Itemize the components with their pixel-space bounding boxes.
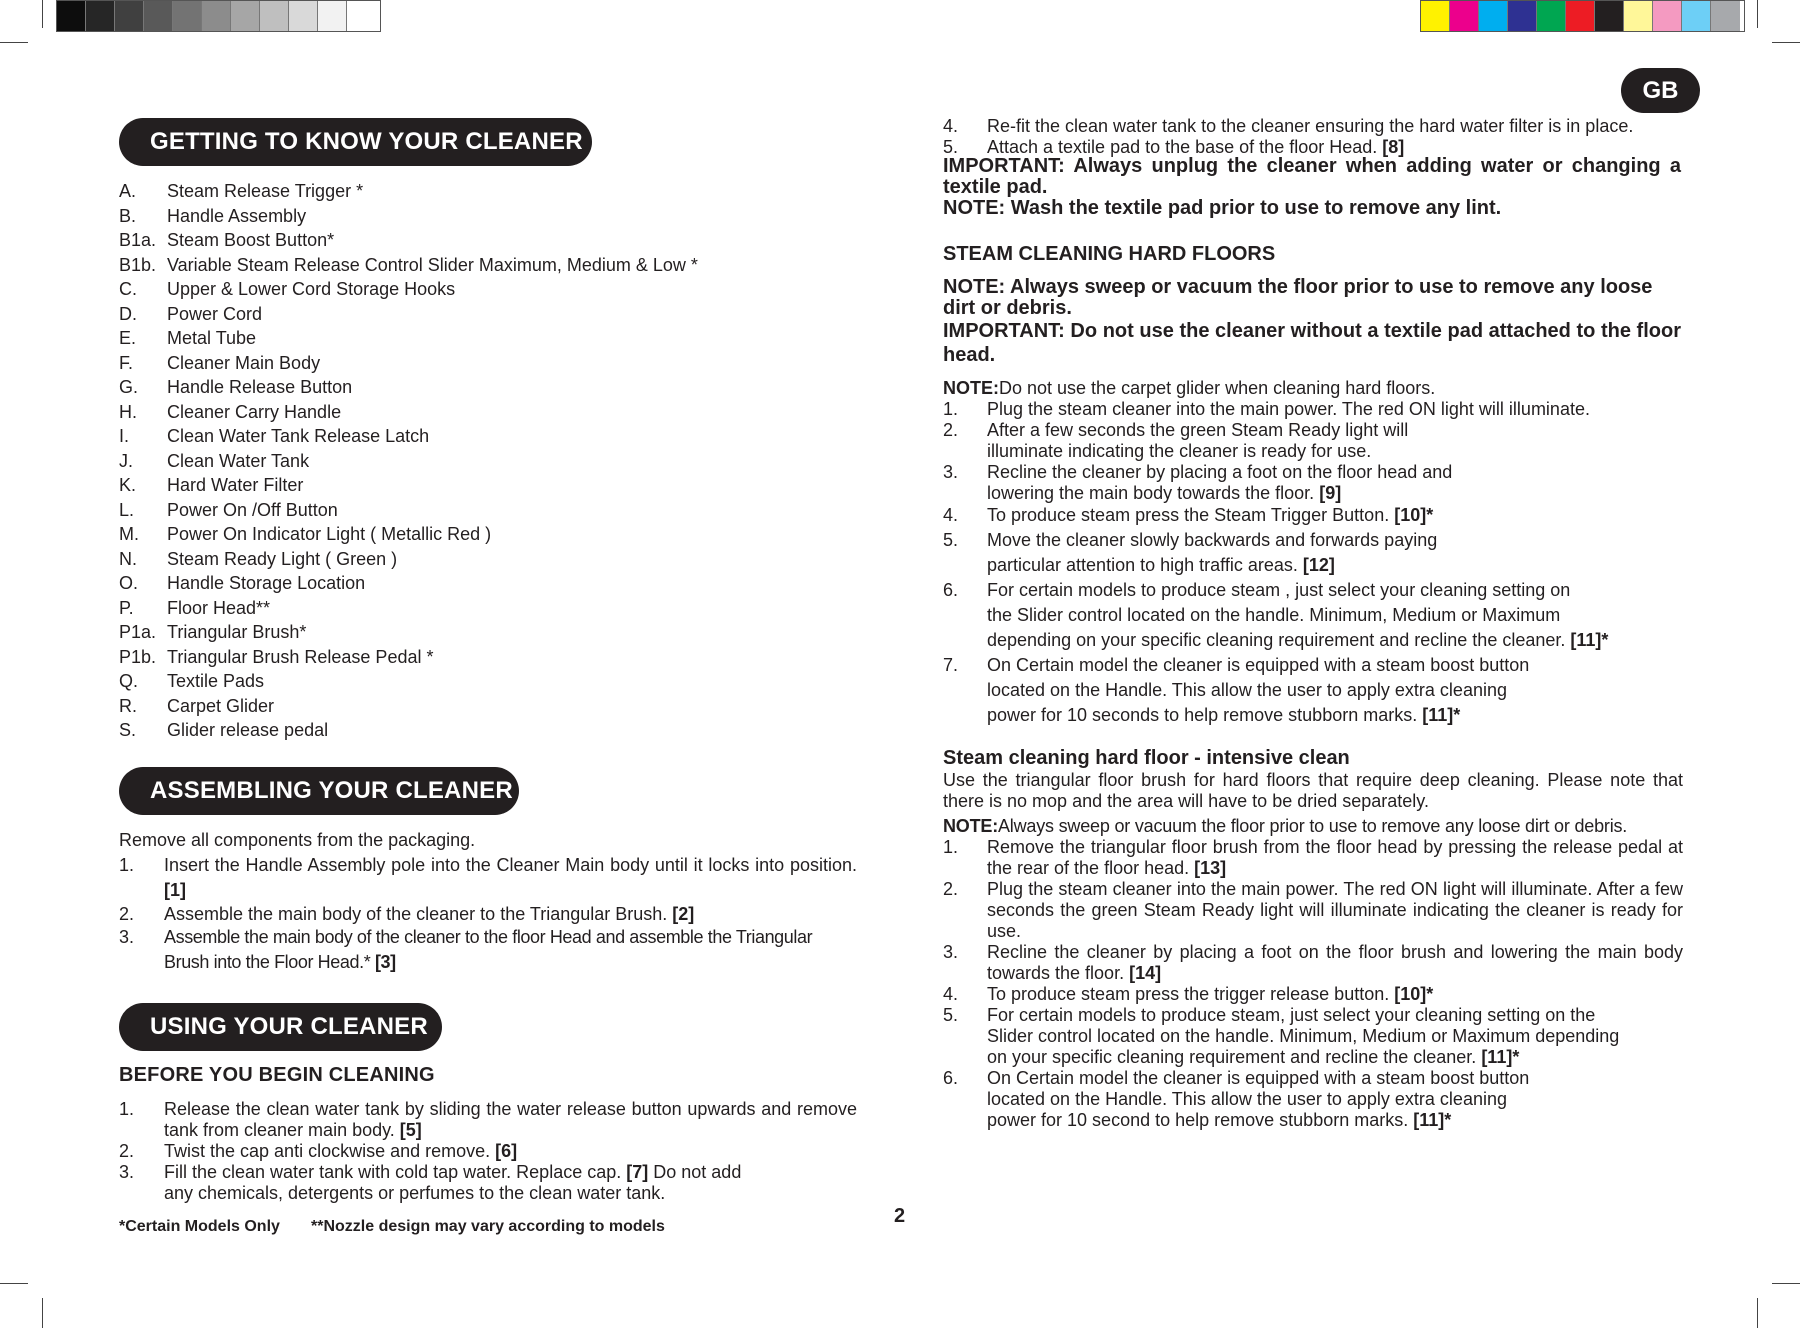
step-text: Re-fit the clean water tank to the cleaner ensuring the hard water filter is in place. bbox=[987, 116, 1634, 136]
crop-mark bbox=[0, 42, 28, 43]
item-key: E. bbox=[119, 328, 137, 348]
list-item: 3. Fill the clean water tank with cold tap water. Replace cap. [7] Do not add any chemicals, detergents or perfumes to the clean water tank. bbox=[119, 1162, 742, 1203]
swatch bbox=[1682, 1, 1711, 31]
step-number: 5. bbox=[943, 137, 959, 157]
step-number: 3. bbox=[943, 942, 959, 962]
step-text: Slider control located on the handle. Minimum, Medium or Maximum depending bbox=[987, 1026, 1620, 1046]
step-number: 3. bbox=[943, 462, 959, 482]
list-item bbox=[943, 879, 1683, 942]
list-item: 2. Twist the cap anti clockwise and remove. [6] bbox=[119, 1141, 518, 1161]
step-text: Assemble the main body of the cleaner to the floor Head and assemble the Triangular Brush into the Floor Head.* bbox=[164, 927, 813, 972]
list-item bbox=[119, 179, 759, 204]
list-item bbox=[943, 503, 1683, 528]
step-text: depending on your specific cleaning requirement and recline the cleaner. bbox=[987, 630, 1566, 650]
step-text: located on the Handle. This allow the user to apply extra cleaning bbox=[987, 680, 1507, 700]
list-item bbox=[119, 424, 759, 449]
step-text: Move the cleaner slowly backwards and forwards paying bbox=[987, 530, 1438, 550]
item-text: Steam Release Trigger * bbox=[167, 181, 364, 201]
item-key: A. bbox=[119, 181, 137, 201]
hard-floors-heading: STEAM CLEANING HARD FLOORS bbox=[943, 243, 1276, 265]
step-number: 2. bbox=[943, 879, 959, 899]
list-item bbox=[943, 984, 1683, 1005]
swatch bbox=[1566, 1, 1595, 31]
swatch bbox=[260, 1, 289, 31]
figure-ref: [14] bbox=[1129, 963, 1162, 983]
item-key: N. bbox=[119, 548, 137, 569]
crop-mark bbox=[1757, 0, 1758, 28]
step-text: particular attention to high traffic areas. bbox=[987, 555, 1298, 575]
list-item bbox=[943, 942, 1683, 984]
region-tag: GB bbox=[1621, 68, 1700, 113]
item-text: Handle Storage Location bbox=[167, 573, 366, 593]
intensive-clean-heading: Steam cleaning hard floor - intensive clean bbox=[943, 747, 1350, 769]
list-item bbox=[943, 528, 1683, 578]
step-number: 1. bbox=[119, 1099, 135, 1119]
figure-ref: [11]* bbox=[1481, 1047, 1520, 1067]
figure-ref: [2] bbox=[672, 904, 695, 924]
crop-mark bbox=[0, 1283, 28, 1284]
item-text: Power On Indicator Light ( Metallic Red ) bbox=[167, 524, 492, 544]
item-text: Triangular Brush* bbox=[167, 622, 307, 642]
step-number: 4. bbox=[943, 505, 959, 525]
step-number: 5. bbox=[943, 530, 959, 550]
before-cleaning-steps bbox=[119, 1099, 857, 1204]
crop-mark bbox=[42, 1298, 43, 1328]
item-key: B1b. bbox=[119, 254, 157, 275]
item-text: Variable Steam Release Control Slider Maximum, Medium & Low * bbox=[167, 254, 698, 275]
step-text: power for 10 seconds to help remove stubborn marks. bbox=[987, 705, 1418, 725]
step-text: To produce steam press the Steam Trigger Button. bbox=[987, 505, 1390, 525]
swatch bbox=[1595, 1, 1624, 31]
figure-ref: [9] bbox=[1319, 483, 1342, 503]
step-text: located on the Handle. This allow the user to apply extra cleaning bbox=[987, 1089, 1507, 1109]
intensive-steps bbox=[943, 837, 1683, 1131]
swatch bbox=[57, 1, 86, 31]
list-item bbox=[943, 462, 1683, 504]
step-text: For certain models to produce steam, just select your cleaning setting on the bbox=[987, 1005, 1596, 1025]
grayscale-calibration-bar bbox=[56, 0, 381, 32]
list-item bbox=[943, 653, 1683, 728]
step-text: illuminate indicating the cleaner is ready for use. bbox=[987, 441, 1372, 461]
list-item bbox=[119, 596, 759, 621]
note-text: Always sweep or vacuum the floor prior to use to remove any loose dirt or debris. bbox=[998, 816, 1628, 836]
section-heading-using bbox=[119, 1003, 442, 1051]
figure-ref: [13] bbox=[1194, 858, 1227, 878]
step-number: 3. bbox=[119, 927, 135, 947]
swatch bbox=[289, 1, 318, 31]
list-item bbox=[119, 669, 759, 694]
list-item bbox=[943, 837, 1683, 879]
footnote-certain-models: *Certain Models Only bbox=[119, 1218, 280, 1235]
item-text: Textile Pads bbox=[167, 671, 265, 691]
swatch bbox=[347, 1, 376, 31]
note-wash-pad: NOTE: Wash the textile pad prior to use to remove any lint. bbox=[943, 197, 1502, 219]
list-item bbox=[119, 375, 759, 400]
note-sweep: NOTE: Always sweep or vacuum the floor prior to use to remove any loose dirt or debris. bbox=[943, 276, 1653, 319]
item-text: Cleaner Main Body bbox=[167, 352, 321, 373]
figure-ref: [12] bbox=[1302, 555, 1335, 575]
item-text: Hard Water Filter bbox=[167, 475, 304, 495]
item-key: R. bbox=[119, 695, 137, 716]
list-item bbox=[119, 853, 857, 902]
list-item bbox=[119, 253, 759, 278]
item-text: Handle Release Button bbox=[167, 377, 353, 397]
hard-floors-steps bbox=[943, 399, 1683, 728]
item-key: I. bbox=[119, 426, 130, 446]
important-textile-pad: IMPORTANT: Do not use the cleaner without a textile pad attached to the floor head. bbox=[943, 320, 1681, 366]
list-item bbox=[119, 547, 759, 572]
page-number: 2 bbox=[894, 1205, 906, 1227]
swatch bbox=[173, 1, 202, 31]
swatch bbox=[144, 1, 173, 31]
figure-ref: [6] bbox=[495, 1141, 518, 1161]
step-text: Fill the clean water tank with cold tap water. Replace cap. bbox=[164, 1162, 622, 1182]
step-text: lowering the main body towards the floor. bbox=[987, 483, 1315, 503]
item-key: G. bbox=[119, 377, 139, 397]
item-key: B. bbox=[119, 205, 137, 226]
swatch bbox=[1450, 1, 1479, 31]
list-item bbox=[119, 449, 759, 474]
item-text: Carpet Glider bbox=[167, 695, 275, 716]
section-heading-assembling bbox=[119, 767, 519, 815]
step-text: On Certain model the cleaner is equipped with a steam boost button bbox=[987, 1068, 1530, 1088]
heading-text: USING YOUR CLEANER bbox=[150, 1013, 428, 1040]
item-key: O. bbox=[119, 573, 139, 593]
parts-list bbox=[119, 179, 759, 743]
figure-ref: [1] bbox=[164, 879, 186, 900]
swatch bbox=[318, 1, 347, 31]
swatch bbox=[1508, 1, 1537, 31]
item-key: S. bbox=[119, 720, 137, 740]
item-text: Steam Boost Button* bbox=[167, 230, 335, 250]
note-label: NOTE: bbox=[943, 816, 998, 836]
figure-ref: [7] bbox=[626, 1162, 649, 1182]
crop-mark bbox=[42, 0, 43, 28]
step-number: 6. bbox=[943, 580, 959, 600]
item-key: K. bbox=[119, 475, 137, 495]
item-key: B1a. bbox=[119, 230, 157, 250]
section-heading-getting-to-know bbox=[119, 118, 592, 166]
item-text: Cleaner Carry Handle bbox=[167, 401, 342, 422]
item-key: J. bbox=[119, 450, 134, 471]
item-key: C. bbox=[119, 279, 137, 299]
crop-mark bbox=[1772, 1283, 1800, 1284]
list-item bbox=[943, 1005, 1683, 1068]
list-item bbox=[119, 228, 759, 253]
step-number: 2. bbox=[119, 904, 135, 924]
list-item bbox=[119, 498, 759, 523]
list-item bbox=[119, 326, 759, 351]
item-key: P1b. bbox=[119, 646, 157, 667]
step-text: power for 10 second to help remove stubborn marks. bbox=[987, 1110, 1409, 1130]
item-text: Glider release pedal bbox=[167, 720, 329, 740]
step-text: Assemble the main body of the cleaner to the Triangular Brush. bbox=[164, 904, 668, 924]
swatch bbox=[202, 1, 231, 31]
list-item bbox=[943, 116, 1683, 137]
list-item bbox=[119, 351, 759, 376]
step-number: 6. bbox=[943, 1068, 959, 1088]
step-text: Remove the triangular floor brush from the floor head by pressing the release pedal at the rear of the floor head. bbox=[987, 837, 1683, 878]
item-key: Q. bbox=[119, 671, 139, 691]
step-text: Insert the Handle Assembly pole into the Cleaner Main body until it locks into position. bbox=[164, 855, 857, 875]
figure-ref: [10]* bbox=[1394, 505, 1434, 525]
item-text: Power On /Off Button bbox=[167, 499, 338, 520]
step-number: 1. bbox=[119, 855, 135, 875]
list-item bbox=[119, 473, 759, 498]
crop-mark bbox=[1772, 42, 1800, 43]
note-text: Do not use the carpet glider when cleaning hard floors. bbox=[999, 378, 1436, 398]
swatch bbox=[115, 1, 144, 31]
crop-mark bbox=[1757, 1298, 1758, 1328]
swatch bbox=[1624, 1, 1653, 31]
step-number: 2. bbox=[943, 420, 959, 440]
item-text: Power Cord bbox=[167, 303, 263, 324]
list-item bbox=[119, 904, 857, 925]
list-item bbox=[119, 277, 759, 302]
figure-ref: [11]* bbox=[1570, 630, 1609, 650]
list-item bbox=[943, 1068, 1683, 1131]
figure-ref: [10]* bbox=[1394, 984, 1434, 1004]
step-number: 7. bbox=[943, 655, 959, 675]
heading-text: ASSEMBLING YOUR CLEANER bbox=[150, 777, 513, 804]
list-item bbox=[943, 420, 1683, 462]
note-carpet-glider bbox=[943, 378, 1435, 399]
step-text: Recline the cleaner by placing a foot on the floor brush and lowering the main body towards the floor. bbox=[987, 942, 1683, 983]
heading-text: GETTING TO KNOW YOUR CLEANER bbox=[150, 128, 583, 155]
swatch bbox=[86, 1, 115, 31]
continued-steps bbox=[943, 116, 1683, 158]
swatch bbox=[1479, 1, 1508, 31]
assembling-steps bbox=[119, 853, 857, 974]
note-label: NOTE: bbox=[943, 378, 999, 398]
step-text: For certain models to produce steam , just select your cleaning setting on bbox=[987, 580, 1571, 600]
item-text: Floor Head** bbox=[167, 597, 271, 618]
footnote-nozzle: **Nozzle design may vary according to models bbox=[311, 1218, 665, 1235]
step-text: To produce steam press the trigger release button. bbox=[987, 984, 1390, 1004]
list-item bbox=[119, 571, 759, 596]
list-item bbox=[119, 925, 857, 974]
item-key: M. bbox=[119, 524, 139, 544]
item-text: Clean Water Tank bbox=[167, 450, 310, 471]
swatch bbox=[1711, 1, 1740, 31]
item-text: Steam Ready Light ( Green ) bbox=[167, 548, 398, 569]
step-number: 4. bbox=[943, 984, 959, 1004]
list-item bbox=[119, 204, 759, 229]
item-text: Clean Water Tank Release Latch bbox=[167, 426, 430, 446]
intensive-note bbox=[943, 816, 1685, 837]
before-cleaning-heading: BEFORE YOU BEGIN CLEANING bbox=[119, 1064, 435, 1086]
step-text: Plug the steam cleaner into the main power. The red ON light will illuminate. After a few seconds the green Steam Ready light will illuminate indicating the cleaner is ready for use. bbox=[987, 879, 1683, 941]
list-item bbox=[119, 400, 759, 425]
figure-ref: [8] bbox=[1382, 137, 1405, 157]
step-text: Plug the steam cleaner into the main power. The red ON light will illuminate. bbox=[987, 399, 1590, 419]
figure-ref: [5] bbox=[399, 1120, 422, 1140]
swatch bbox=[1653, 1, 1682, 31]
intensive-intro: Use the triangular floor brush for hard floors that require deep cleaning. Please note that there is no mop and the area will have to be dried separately. bbox=[943, 770, 1683, 811]
step-number: 4. bbox=[943, 116, 959, 136]
important-unplug: IMPORTANT: Always unplug the cleaner when adding water or changing a textile pad. bbox=[943, 155, 1681, 198]
item-text: Metal Tube bbox=[167, 328, 257, 348]
item-key: P. bbox=[119, 597, 134, 618]
step-text: After a few seconds the green Steam Ready light will bbox=[987, 420, 1409, 440]
item-text: Triangular Brush Release Pedal * bbox=[167, 646, 434, 667]
swatch bbox=[231, 1, 260, 31]
list-item bbox=[119, 522, 759, 547]
swatch bbox=[1537, 1, 1566, 31]
item-text: Upper & Lower Cord Storage Hooks bbox=[167, 279, 456, 299]
swatch bbox=[1421, 1, 1450, 31]
list-item bbox=[119, 1099, 857, 1141]
item-key: P1a. bbox=[119, 622, 157, 642]
list-item bbox=[119, 718, 759, 743]
item-key: F. bbox=[119, 352, 134, 373]
item-key: D. bbox=[119, 303, 137, 324]
color-calibration-bar bbox=[1420, 0, 1745, 32]
list-item bbox=[119, 620, 759, 645]
step-text: Attach a textile pad to the base of the floor Head. bbox=[987, 137, 1378, 157]
figure-ref: [11]* bbox=[1413, 1110, 1452, 1130]
step-number: 1. bbox=[943, 837, 959, 857]
item-text: Handle Assembly bbox=[167, 205, 307, 226]
step-text: Release the clean water tank by sliding the water release button upwards and remove tank from cleaner main body. bbox=[164, 1099, 857, 1140]
list-item bbox=[119, 302, 759, 327]
assembling-intro: Remove all components from the packaging. bbox=[119, 830, 476, 850]
step-text: Do not add any chemicals, detergents or perfumes to the clean water tank. bbox=[164, 1162, 742, 1203]
list-item bbox=[943, 399, 1683, 420]
step-text: on your specific cleaning requirement and recline the cleaner. bbox=[987, 1047, 1477, 1067]
figure-ref: [3] bbox=[374, 951, 396, 972]
step-number: 5. bbox=[943, 1005, 959, 1025]
step-text: Twist the cap anti clockwise and remove. bbox=[164, 1141, 491, 1161]
item-key: L. bbox=[119, 499, 135, 520]
step-number: 1. bbox=[943, 399, 959, 419]
list-item bbox=[119, 694, 759, 719]
step-text: the Slider control located on the handle. Minimum, Medium or Maximum bbox=[987, 605, 1561, 625]
figure-ref: [11]* bbox=[1422, 705, 1461, 725]
step-text: On Certain model the cleaner is equipped with a steam boost button bbox=[987, 655, 1530, 675]
list-item bbox=[943, 578, 1683, 653]
step-text: Recline the cleaner by placing a foot on the floor head and bbox=[987, 462, 1453, 482]
list-item bbox=[119, 645, 759, 670]
item-key: H. bbox=[119, 401, 137, 422]
